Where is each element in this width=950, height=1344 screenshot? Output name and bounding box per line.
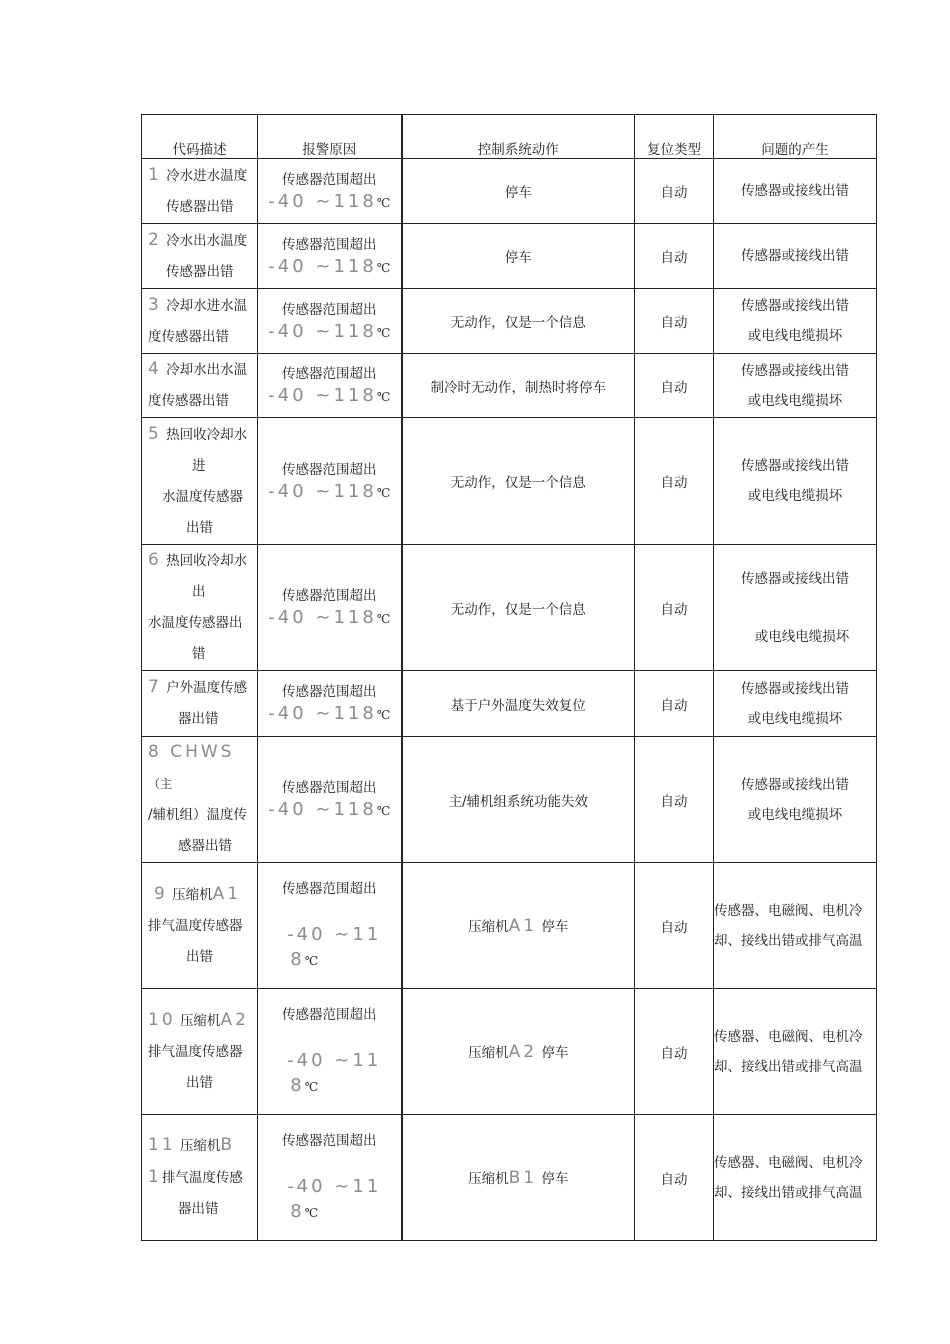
- reset-type-cell: 自动: [635, 671, 714, 737]
- desc-line: 进: [192, 457, 206, 474]
- reason-text: 传感器范围超出: [282, 1007, 377, 1023]
- compressor-id: A2: [220, 1009, 249, 1030]
- code-number: 9: [154, 883, 168, 904]
- desc-line: 冷水出水温度: [166, 232, 248, 249]
- range-value: -40 ~118: [268, 799, 377, 820]
- action-text: 停车: [541, 1171, 569, 1187]
- range-value: -40 ~118: [268, 480, 377, 502]
- cause-text: 却、接线出错或排气高温: [714, 1184, 863, 1201]
- code-desc-cell: [142, 354, 258, 418]
- desc-line: 器出错: [178, 1201, 219, 1217]
- table-row: [142, 545, 877, 671]
- range-value: -40 ~118: [268, 703, 377, 724]
- table-row: [142, 671, 877, 737]
- unit-text: ℃: [304, 954, 319, 968]
- table-row: [142, 1115, 877, 1241]
- cause-text: 或电线电缆损坏: [747, 710, 843, 727]
- desc-line: 压缩机: [179, 1012, 221, 1029]
- table-row: [142, 737, 877, 863]
- header-alarm-reason: 报警原因: [258, 115, 402, 159]
- table-row: [142, 418, 877, 545]
- reset-type-cell: 自动: [635, 418, 714, 545]
- reason-text: 传感器范围超出: [282, 1133, 377, 1149]
- table-row: [142, 159, 877, 224]
- desc-line: 冷却水进水温: [166, 297, 248, 314]
- table-row: [142, 989, 877, 1115]
- range-value-cont: 8: [290, 1201, 305, 1222]
- reason-text: 传感器范围超出: [282, 301, 377, 318]
- control-action-cell: [402, 989, 635, 1115]
- problem-cause-cell: [714, 224, 877, 289]
- desc-line: 传感器出错: [166, 198, 234, 215]
- code-desc-cell: [142, 863, 258, 989]
- desc-line: 度传感器出错: [148, 328, 229, 345]
- action-text: 停车: [541, 1045, 569, 1061]
- action-text: 停车: [541, 919, 569, 935]
- cause-text: 传感器或接线出错: [741, 570, 849, 587]
- alarm-reason-cell: [258, 159, 402, 224]
- desc-line: 排气温度传感器: [148, 917, 243, 934]
- code-number: 5: [148, 423, 162, 444]
- alarm-reason-cell: [258, 545, 402, 671]
- action-text: 压缩机: [468, 919, 509, 935]
- compressor-id-cont: 1: [148, 1167, 162, 1187]
- compressor-id: A2: [508, 1042, 538, 1062]
- code-desc-cell: [142, 545, 258, 671]
- reason-text: 传感器范围超出: [282, 366, 377, 382]
- code-number: 3: [148, 294, 162, 315]
- range-value: -40 ~118: [268, 607, 377, 628]
- cause-text: 传感器或接线出错: [741, 680, 849, 697]
- range-value-cont: 8: [290, 949, 305, 970]
- problem-cause-cell: [714, 737, 877, 863]
- unit-text: ℃: [376, 708, 391, 722]
- header-control-action: 控制系统动作: [402, 115, 635, 159]
- desc-line: 出错: [186, 948, 213, 965]
- code-number: 10: [148, 1009, 176, 1030]
- header-problem-cause: 问题的产生: [714, 115, 877, 159]
- problem-cause-cell: [714, 354, 877, 418]
- reset-type-cell: 自动: [635, 863, 714, 989]
- cause-text: 或电线电缆损坏: [747, 328, 843, 344]
- reason-text: 传感器范围超出: [282, 780, 377, 796]
- desc-line: 出错: [186, 519, 213, 536]
- alarm-reason-cell: [258, 1115, 402, 1241]
- reset-type-cell: 自动: [635, 989, 714, 1115]
- unit-text: ℃: [376, 390, 391, 404]
- table-row: [142, 224, 877, 289]
- code-number: 1: [148, 164, 162, 185]
- range-value: -40 ~11: [287, 924, 382, 945]
- range-value: -40 ~118: [268, 255, 377, 277]
- problem-cause-cell: [714, 159, 877, 224]
- cause-text: 传感器、电磁阀、电机冷: [714, 1154, 863, 1171]
- range-value: -40 ~118: [268, 385, 377, 406]
- desc-line: 排气温度传感器: [148, 1043, 243, 1060]
- range-value: -40 ~118: [268, 320, 377, 342]
- control-action-cell: 无动作，仅是一个信息: [402, 545, 635, 671]
- problem-cause-cell: [714, 671, 877, 737]
- control-action-cell: 停车: [402, 224, 635, 289]
- cause-text: 却、接线出错或排气高温: [714, 932, 863, 949]
- problem-cause-cell: [714, 1115, 877, 1241]
- cause-text: 或电线电缆损坏: [754, 628, 850, 645]
- code-desc-cell: [142, 159, 258, 224]
- desc-line: 户外温度传感: [166, 680, 248, 696]
- alarm-reason-cell: [258, 418, 402, 545]
- range-value-cont: 8: [290, 1075, 305, 1096]
- reason-text: 传感器范围超出: [282, 588, 377, 604]
- code-desc-cell: [142, 671, 258, 737]
- control-action-cell: 无动作，仅是一个信息: [402, 289, 635, 354]
- alarm-reason-cell: [258, 289, 402, 354]
- alarm-reason-cell: [258, 863, 402, 989]
- alarm-reason-cell: [258, 671, 402, 737]
- unit-text: ℃: [376, 325, 391, 340]
- reason-text: 传感器范围超出: [282, 881, 377, 897]
- problem-cause-cell: [714, 863, 877, 989]
- cause-text: 传感器或接线出错: [741, 298, 849, 314]
- reset-type-cell: 自动: [635, 289, 714, 354]
- code-number: 11: [148, 1135, 176, 1155]
- desc-line: /辅机组）温度传: [148, 807, 248, 823]
- problem-cause-cell: [714, 289, 877, 354]
- reason-text: 传感器范围超出: [282, 684, 377, 700]
- desc-line: 水温度传感器: [162, 488, 243, 505]
- cause-text: 传感器或接线出错: [741, 248, 849, 264]
- desc-line: 出: [192, 584, 206, 600]
- unit-text: ℃: [376, 804, 391, 818]
- control-action-cell: 制冷时无动作，制热时将停车: [402, 354, 635, 418]
- desc-line: 感器出错: [178, 838, 232, 854]
- reset-type-cell: 自动: [635, 159, 714, 224]
- unit-text: ℃: [376, 612, 391, 626]
- cause-text: 或电线电缆损坏: [747, 488, 843, 504]
- unit-text: ℃: [376, 195, 391, 210]
- action-text: 压缩机: [468, 1171, 509, 1187]
- alarm-reason-cell: [258, 224, 402, 289]
- control-action-cell: 主/辅机组系统功能失效: [402, 737, 635, 863]
- desc-line: 传感器出错: [166, 263, 234, 280]
- reset-type-cell: 自动: [635, 354, 714, 418]
- code-number: 2: [148, 229, 162, 250]
- code-desc-cell: [142, 1115, 258, 1241]
- reset-type-cell: 自动: [635, 737, 714, 863]
- unit-text: ℃: [304, 1206, 319, 1220]
- cause-text: 传感器或接线出错: [741, 362, 849, 379]
- unit-text: ℃: [376, 260, 391, 275]
- code-number: 4: [148, 359, 162, 379]
- desc-line: 度传感器出错: [148, 393, 229, 409]
- cause-text: 或电线电缆损坏: [747, 806, 843, 823]
- cause-text: 却、接线出错或排气高温: [714, 1058, 863, 1075]
- alarm-code-table: [141, 114, 877, 1241]
- range-value: -40 ~11: [287, 1176, 382, 1197]
- table-header-row: [142, 115, 877, 159]
- cause-text: 传感器或接线出错: [741, 776, 849, 793]
- header-reset-type: 复位类型: [635, 115, 714, 159]
- desc-line: 压缩机: [179, 1138, 221, 1154]
- reason-text: 传感器范围超出: [282, 461, 377, 478]
- reset-type-cell: 自动: [635, 1115, 714, 1241]
- desc-line: 冷水进水温度: [166, 167, 248, 184]
- compressor-id: A1: [212, 883, 242, 904]
- desc-line: 器出错: [178, 711, 219, 727]
- desc-line: 冷却水出水温: [166, 362, 248, 378]
- compressor-id: B1: [508, 1168, 538, 1188]
- desc-line: 压缩机: [172, 886, 213, 903]
- compressor-id: A1: [508, 916, 538, 936]
- alarm-reason-cell: [258, 989, 402, 1115]
- code-desc-cell: [142, 989, 258, 1115]
- alarm-reason-cell: [258, 737, 402, 863]
- control-action-cell: [402, 863, 635, 989]
- code-desc-cell: [142, 224, 258, 289]
- desc-line: 热回收冷却水: [166, 426, 248, 443]
- table-row: [142, 863, 877, 989]
- compressor-id: B: [220, 1135, 236, 1155]
- table-row: [142, 354, 877, 418]
- range-value: -40 ~118: [268, 190, 377, 212]
- problem-cause-cell: [714, 545, 877, 671]
- cause-text: 传感器、电磁阀、电机冷: [714, 902, 863, 919]
- reason-text: 传感器范围超出: [282, 236, 377, 253]
- desc-line: 热回收冷却水: [166, 553, 248, 569]
- control-action-cell: 基于户外温度失效复位: [402, 671, 635, 737]
- reason-text: 传感器范围超出: [282, 171, 377, 188]
- range-value: -40 ~11: [287, 1050, 382, 1071]
- table-row: [142, 289, 877, 354]
- code-desc-cell: [142, 289, 258, 354]
- control-action-cell: 停车: [402, 159, 635, 224]
- code-desc-cell: [142, 418, 258, 545]
- cause-text: 传感器或接线出错: [741, 458, 849, 474]
- unit-text: ℃: [376, 485, 391, 500]
- code-number: 7: [148, 677, 162, 697]
- unit-text: ℃: [304, 1080, 319, 1094]
- cause-text: 传感器或接线出错: [741, 183, 849, 199]
- code-number: 6: [148, 550, 162, 570]
- code-number: 8 CHWS: [148, 742, 235, 762]
- desc-line: 水温度传感器出: [148, 615, 243, 631]
- alarm-reason-cell: [258, 354, 402, 418]
- cause-text: 传感器、电磁阀、电机冷: [714, 1028, 863, 1045]
- cause-text: 或电线电缆损坏: [747, 392, 843, 409]
- control-action-cell: [402, 1115, 635, 1241]
- desc-line: 排气温度传感: [161, 1170, 243, 1186]
- desc-line: 错: [192, 646, 206, 662]
- reset-type-cell: 自动: [635, 224, 714, 289]
- problem-cause-cell: [714, 418, 877, 545]
- desc-line: 出错: [186, 1074, 213, 1091]
- reset-type-cell: 自动: [635, 545, 714, 671]
- desc-line: （主: [148, 777, 173, 791]
- action-text: 压缩机: [468, 1045, 509, 1061]
- code-desc-cell: [142, 737, 258, 863]
- header-code-desc: 代码描述: [142, 115, 258, 159]
- control-action-cell: 无动作，仅是一个信息: [402, 418, 635, 545]
- problem-cause-cell: [714, 989, 877, 1115]
